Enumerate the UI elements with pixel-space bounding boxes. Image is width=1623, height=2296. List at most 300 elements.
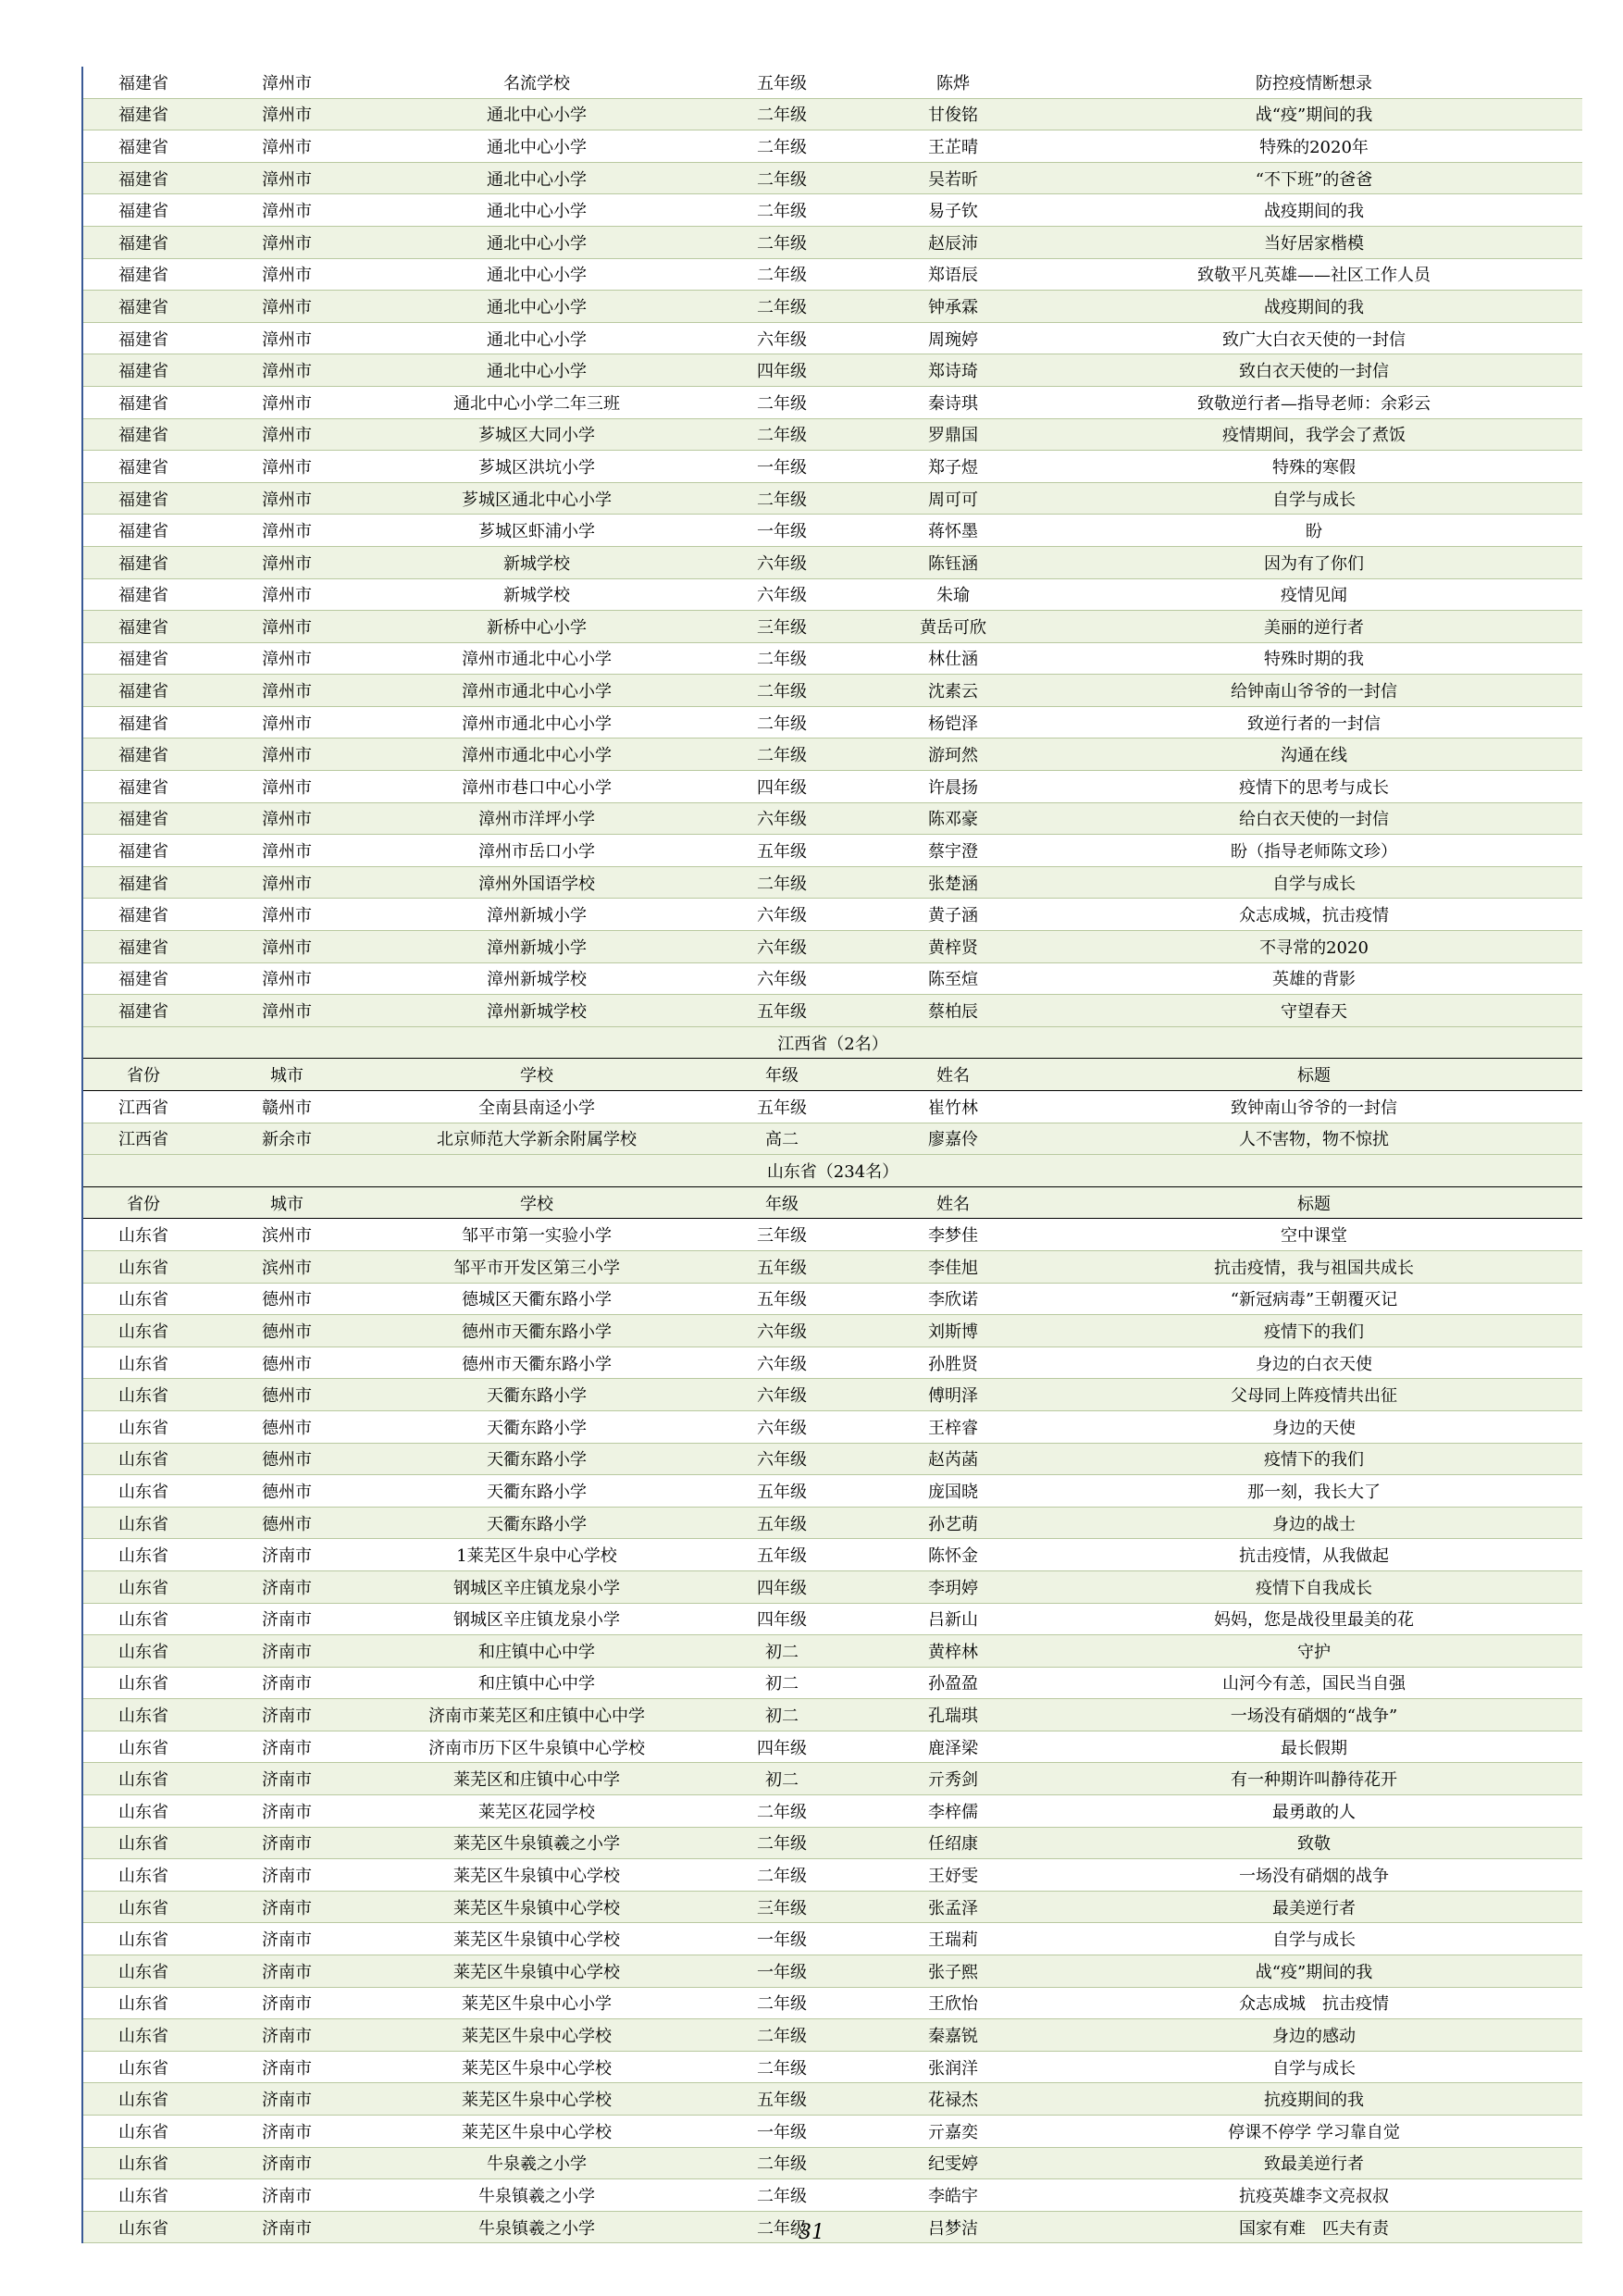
- table-row: [83, 547, 1582, 579]
- province-cell: 福建省: [118, 810, 168, 830]
- table-row: [83, 1411, 1582, 1444]
- school-cell: 芗城区大同小学: [478, 426, 595, 446]
- province-cell: 山东省: [118, 1898, 168, 1918]
- grade-cell: 三年级: [757, 1226, 807, 1247]
- grade-cell: 六年级: [757, 970, 807, 990]
- province-cell: 福建省: [118, 553, 168, 574]
- title-cell: 身边的天使: [1272, 1418, 1356, 1438]
- school-cell: 济南市历下区牛泉镇中心学校: [428, 1738, 645, 1758]
- grade-cell: 二年级: [757, 874, 807, 894]
- table-row: [83, 1923, 1582, 1955]
- title-cell: 英雄的背影: [1272, 970, 1356, 990]
- table-row: [83, 867, 1582, 900]
- province-cell: 福建省: [118, 617, 168, 638]
- school-cell: 漳州新城小学: [487, 906, 587, 926]
- name-cell: 孙艺萌: [928, 1514, 978, 1534]
- school-cell: 天衢东路小学: [487, 1514, 587, 1534]
- province-cell: 山东省: [118, 1290, 168, 1310]
- title-cell: 空中课堂: [1281, 1226, 1347, 1247]
- grade-cell: 五年级: [757, 1258, 807, 1278]
- school-cell: 莱芜区花园学校: [478, 1802, 595, 1822]
- city-cell: 济南市: [262, 1834, 312, 1855]
- grade-cell: 二年级: [757, 1867, 807, 1887]
- title-cell: 疫情下的思考与成长: [1239, 777, 1389, 798]
- school-cell: 漳州市岳口小学: [478, 842, 595, 863]
- school-cell: 通北中心小学: [487, 266, 587, 286]
- title-cell: “新冠病毒”王朝覆灭记: [1230, 1290, 1398, 1310]
- title-cell: 致白衣天使的一封信: [1239, 362, 1389, 382]
- title-cell: 因为有了你们: [1264, 553, 1364, 574]
- table-row: [83, 1668, 1582, 1700]
- name-cell: 游珂然: [928, 746, 978, 766]
- school-cell: 莱芜区牛泉镇中心学校: [453, 1898, 620, 1918]
- name-cell: 黄梓贤: [928, 937, 978, 958]
- title-cell: 盼: [1306, 522, 1322, 542]
- province-cell: 福建省: [118, 202, 168, 222]
- city-cell: 漳州市: [262, 233, 312, 254]
- name-cell: 陈至煊: [928, 970, 978, 990]
- name-cell: 罗鼎国: [928, 426, 978, 446]
- shandong-rows: [83, 1219, 1582, 2243]
- name-cell: 吕梦洁: [928, 2218, 978, 2239]
- column-header: 年级: [765, 1066, 799, 1086]
- school-cell: 通北中心小学: [487, 105, 587, 126]
- title-cell: 人不害物，物不惊扰: [1239, 1130, 1389, 1150]
- column-header: 省份: [127, 1066, 160, 1086]
- title-cell: 抗疫英雄李文亮叔叔: [1239, 2186, 1389, 2206]
- province-cell: 山东省: [118, 2027, 168, 2047]
- name-cell: 杨铠泽: [928, 714, 978, 734]
- school-cell: 天衢东路小学: [487, 1418, 587, 1438]
- city-cell: 漳州市: [262, 202, 312, 222]
- grade-cell: 一年级: [757, 1962, 807, 1982]
- city-cell: 漳州市: [262, 362, 312, 382]
- province-cell: 福建省: [118, 906, 168, 926]
- grade-cell: 五年级: [757, 1482, 807, 1502]
- title-cell: 自学与成长: [1272, 2058, 1356, 2079]
- table-row: [83, 1347, 1582, 1380]
- title-cell: 给钟南山爷爷的一封信: [1231, 682, 1397, 702]
- name-cell: 张楚涵: [928, 874, 978, 894]
- table-header: [83, 1059, 1582, 1091]
- column-header: 姓名: [936, 1194, 970, 1214]
- school-cell: 德州市天衢东路小学: [462, 1322, 612, 1342]
- section-title-text: 江西省（2名）: [777, 1034, 888, 1054]
- school-cell: 新城学校: [503, 553, 570, 574]
- name-cell: 黄子涵: [928, 906, 978, 926]
- grade-cell: 四年级: [757, 1738, 807, 1758]
- school-cell: 通北中心小学: [487, 329, 587, 350]
- school-cell: 通北中心小学: [487, 297, 587, 317]
- title-cell: 那一刻，我长大了: [1247, 1482, 1381, 1502]
- table-row: [83, 99, 1582, 131]
- table-row: [83, 1475, 1582, 1508]
- title-cell: 特殊时期的我: [1264, 650, 1364, 670]
- column-header: 年级: [765, 1194, 799, 1214]
- province-cell: 山东省: [118, 1514, 168, 1534]
- name-cell: 李皓宇: [928, 2186, 978, 2206]
- province-cell: 山东省: [118, 1482, 168, 1502]
- grade-cell: 五年级: [757, 1290, 807, 1310]
- province-cell: 山东省: [118, 1867, 168, 1887]
- table-row: [83, 2179, 1582, 2212]
- table-row: [83, 579, 1582, 612]
- column-header: 省份: [127, 1194, 160, 1214]
- section-title-jiangxi: [83, 1027, 1582, 1060]
- name-cell: 王芷晴: [928, 137, 978, 157]
- school-cell: 通北中心小学: [487, 202, 587, 222]
- fujian-rows: [83, 67, 1582, 1027]
- school-cell: 莱芜区牛泉镇中心学校: [453, 1962, 620, 1982]
- city-cell: 漳州市: [262, 937, 312, 958]
- table-row: [83, 2116, 1582, 2148]
- grade-cell: 二年级: [757, 2058, 807, 2079]
- grade-cell: 六年级: [757, 586, 807, 606]
- grade-cell: 初二: [765, 1674, 799, 1694]
- name-cell: 陈邓豪: [928, 810, 978, 830]
- city-cell: 漳州市: [262, 906, 312, 926]
- province-cell: 福建省: [118, 457, 168, 478]
- school-cell: 新城学校: [503, 586, 570, 606]
- province-cell: 山东省: [118, 1322, 168, 1342]
- province-cell: 山东省: [118, 1994, 168, 2015]
- table-row: [83, 1828, 1582, 1860]
- city-cell: 德州市: [262, 1418, 312, 1438]
- name-cell: 庞国晓: [928, 1482, 978, 1502]
- grade-cell: 三年级: [757, 1898, 807, 1918]
- city-cell: 漳州市: [262, 842, 312, 863]
- table-row: [83, 835, 1582, 867]
- title-cell: 战“疫”期间的我: [1255, 1962, 1373, 1982]
- name-cell: 黄梓林: [928, 1642, 978, 1662]
- school-cell: 莱芜区牛泉镇中心学校: [453, 1867, 620, 1887]
- table-row: [83, 1763, 1582, 1795]
- city-cell: 漳州市: [262, 137, 312, 157]
- school-cell: 芗城区虾浦小学: [478, 522, 595, 542]
- title-cell: 一场没有硝烟的战争: [1239, 1867, 1389, 1887]
- title-cell: 有一种期许叫静待花开: [1231, 1770, 1397, 1791]
- city-cell: 漳州市: [262, 329, 312, 350]
- table-row: [83, 291, 1582, 323]
- grade-cell: 初二: [765, 1770, 799, 1791]
- table-row: [83, 1731, 1582, 1764]
- name-cell: 亓秀剑: [928, 1770, 978, 1791]
- grade-cell: 四年级: [757, 777, 807, 798]
- school-cell: 全南县南迳小学: [478, 1098, 595, 1118]
- province-cell: 山东省: [118, 1834, 168, 1855]
- province-cell: 福建省: [118, 329, 168, 350]
- city-cell: 漳州市: [262, 522, 312, 542]
- province-cell: 山东省: [118, 1802, 168, 1822]
- title-cell: 抗疫期间的我: [1264, 2091, 1364, 2111]
- city-cell: 漳州市: [262, 714, 312, 734]
- column-header: 标题: [1297, 1066, 1331, 1086]
- title-cell: 当好居家楷模: [1264, 233, 1364, 254]
- school-cell: 通北中心小学二年三班: [453, 393, 620, 414]
- province-cell: 福建省: [118, 1002, 168, 1023]
- table-row: [83, 1955, 1582, 1988]
- grade-cell: 一年级: [757, 2122, 807, 2142]
- grade-cell: 二年级: [757, 1834, 807, 1855]
- province-cell: 江西省: [118, 1130, 168, 1150]
- city-cell: 漳州市: [262, 490, 312, 510]
- city-cell: 漳州市: [262, 586, 312, 606]
- title-cell: 一场没有硝烟的“战争”: [1230, 1706, 1398, 1727]
- grade-cell: 二年级: [757, 426, 807, 446]
- grade-cell: 六年级: [757, 906, 807, 926]
- grade-cell: 二年级: [757, 169, 807, 190]
- entries-table: [81, 67, 1582, 2243]
- title-cell: 守护: [1297, 1642, 1331, 1662]
- city-cell: 漳州市: [262, 1002, 312, 1023]
- city-cell: 济南市: [262, 2186, 312, 2206]
- table-row: [83, 1571, 1582, 1604]
- city-cell: 德州市: [262, 1482, 312, 1502]
- title-cell: 致敬逆行者—指导老师：余彩云: [1197, 393, 1431, 414]
- title-cell: 战疫期间的我: [1264, 202, 1364, 222]
- title-cell: 防控疫情断想录: [1256, 73, 1372, 93]
- table-row: [83, 1123, 1582, 1156]
- title-cell: 身边的白衣天使: [1256, 1354, 1372, 1374]
- title-cell: 致敬平凡英雄——社区工作人员: [1197, 266, 1431, 286]
- city-cell: 漳州市: [262, 169, 312, 190]
- city-cell: 漳州市: [262, 682, 312, 702]
- province-cell: 福建省: [118, 490, 168, 510]
- column-header: 姓名: [936, 1066, 970, 1086]
- province-cell: 福建省: [118, 650, 168, 670]
- title-cell: 沟通在线: [1281, 746, 1347, 766]
- section-title-text: 山东省（234名）: [766, 1161, 899, 1182]
- table-row: [83, 67, 1582, 99]
- school-cell: 牛泉镇羲之小学: [478, 2218, 595, 2239]
- table-row: [83, 227, 1582, 259]
- grade-cell: 二年级: [757, 233, 807, 254]
- table-row: [83, 675, 1582, 707]
- name-cell: 孙盈盈: [928, 1674, 978, 1694]
- name-cell: 傅明泽: [928, 1386, 978, 1407]
- city-cell: 漳州市: [262, 393, 312, 414]
- table-row: [83, 2083, 1582, 2116]
- city-cell: 济南市: [262, 2058, 312, 2079]
- province-cell: 福建省: [118, 73, 168, 93]
- grade-cell: 五年级: [757, 1098, 807, 1118]
- school-cell: 莱芜区牛泉中心学校: [462, 2027, 612, 2047]
- table-row: [83, 2148, 1582, 2180]
- table-row: [83, 1284, 1582, 1316]
- grade-cell: 四年级: [757, 1578, 807, 1598]
- title-cell: 山河今有恙，国民当自强: [1222, 1674, 1406, 1694]
- table-row: [83, 643, 1582, 676]
- table-row: [83, 1635, 1582, 1668]
- city-cell: 济南市: [262, 2218, 312, 2239]
- province-cell: 福建省: [118, 746, 168, 766]
- table-row: [83, 803, 1582, 836]
- column-header: 学校: [520, 1066, 553, 1086]
- school-cell: 漳州市洋坪小学: [478, 810, 595, 830]
- grade-cell: 二年级: [757, 105, 807, 126]
- city-cell: 德州市: [262, 1514, 312, 1534]
- city-cell: 滨州市: [262, 1258, 312, 1278]
- grade-cell: 二年级: [757, 2027, 807, 2047]
- city-cell: 济南市: [262, 1738, 312, 1758]
- province-cell: 山东省: [118, 1962, 168, 1982]
- column-header: 城市: [270, 1194, 304, 1214]
- grade-cell: 六年级: [757, 1322, 807, 1342]
- name-cell: 许晨扬: [928, 777, 978, 798]
- school-cell: 漳州市巷口中心小学: [462, 777, 612, 798]
- school-cell: 通北中心小学: [487, 169, 587, 190]
- city-cell: 德州市: [262, 1386, 312, 1407]
- province-cell: 福建省: [118, 586, 168, 606]
- name-cell: 林仕涵: [928, 650, 978, 670]
- city-cell: 济南市: [262, 1930, 312, 1951]
- grade-cell: 初二: [765, 1706, 799, 1727]
- name-cell: 孙胜贤: [928, 1354, 978, 1374]
- grade-cell: 六年级: [757, 1386, 807, 1407]
- name-cell: 廖嘉伶: [928, 1130, 978, 1150]
- city-cell: 漳州市: [262, 970, 312, 990]
- grade-cell: 二年级: [757, 297, 807, 317]
- school-cell: 牛泉羲之小学: [487, 2154, 587, 2175]
- table-row: [83, 771, 1582, 803]
- city-cell: 漳州市: [262, 777, 312, 798]
- name-cell: 郑子煜: [928, 457, 978, 478]
- table-row: [83, 1251, 1582, 1284]
- province-cell: 山东省: [118, 2122, 168, 2142]
- grade-cell: 三年级: [757, 617, 807, 638]
- name-cell: 王妤雯: [928, 1867, 978, 1887]
- table-row: [83, 2019, 1582, 2052]
- table-row: [83, 451, 1582, 483]
- table-row: [83, 738, 1582, 771]
- province-cell: 福建省: [118, 393, 168, 414]
- province-cell: 福建省: [118, 842, 168, 863]
- title-cell: 致敬: [1297, 1834, 1331, 1855]
- city-cell: 漳州市: [262, 457, 312, 478]
- table-row: [83, 1604, 1582, 1636]
- table-row: [83, 1219, 1582, 1251]
- grade-cell: 二年级: [757, 1802, 807, 1822]
- city-cell: 济南市: [262, 1578, 312, 1598]
- name-cell: 李欣诺: [928, 1290, 978, 1310]
- title-cell: 抗击疫情，我与祖国共成长: [1214, 1258, 1414, 1278]
- column-header: 标题: [1297, 1194, 1331, 1214]
- city-cell: 漳州市: [262, 746, 312, 766]
- school-cell: 莱芜区牛泉中心学校: [462, 2122, 612, 2142]
- page-number: 31: [799, 2221, 824, 2244]
- table-row: [83, 419, 1582, 452]
- city-cell: 赣州市: [262, 1098, 312, 1118]
- title-cell: 美丽的逆行者: [1264, 617, 1364, 638]
- title-cell: 最长假期: [1281, 1738, 1347, 1758]
- province-cell: 福建省: [118, 714, 168, 734]
- table-row: [83, 515, 1582, 547]
- city-cell: 济南市: [262, 1898, 312, 1918]
- table-row: [83, 323, 1582, 355]
- city-cell: 济南市: [262, 1994, 312, 2015]
- name-cell: 朱瑜: [936, 586, 970, 606]
- school-cell: 德州市天衢东路小学: [462, 1354, 612, 1374]
- name-cell: 孔瑞琪: [928, 1706, 978, 1727]
- table-row: [83, 354, 1582, 387]
- school-cell: 天衢东路小学: [487, 1386, 587, 1407]
- province-cell: 山东省: [118, 1642, 168, 1662]
- table-row: [83, 1988, 1582, 2020]
- grade-cell: 六年级: [757, 1418, 807, 1438]
- grade-cell: 二年级: [757, 137, 807, 157]
- grade-cell: 一年级: [757, 457, 807, 478]
- name-cell: 赵芮菡: [928, 1450, 978, 1471]
- city-cell: 德州市: [262, 1450, 312, 1471]
- title-cell: 盼（指导老师陈文珍）: [1231, 842, 1397, 863]
- province-cell: 山东省: [118, 1354, 168, 1374]
- title-cell: 致广大白衣天使的一封信: [1222, 329, 1406, 350]
- table-row: [83, 194, 1582, 227]
- title-cell: 停课不停学 学习靠自觉: [1228, 2122, 1400, 2142]
- city-cell: 济南市: [262, 1674, 312, 1694]
- grade-cell: 五年级: [757, 1514, 807, 1534]
- grade-cell: 六年级: [757, 1354, 807, 1374]
- grade-cell: 四年级: [757, 362, 807, 382]
- school-cell: 1莱芜区牛泉中心学校: [456, 1546, 617, 1567]
- city-cell: 济南市: [262, 2091, 312, 2111]
- grade-cell: 六年级: [757, 329, 807, 350]
- city-cell: 德州市: [262, 1354, 312, 1374]
- table-row: [83, 963, 1582, 996]
- school-cell: 通北中心小学: [487, 233, 587, 254]
- title-cell: 特殊的2020年: [1259, 137, 1369, 157]
- title-cell: 自学与成长: [1272, 490, 1356, 510]
- name-cell: 任绍康: [928, 1834, 978, 1855]
- province-cell: 山东省: [118, 1674, 168, 1694]
- grade-cell: 二年级: [757, 746, 807, 766]
- title-cell: 守望春天: [1281, 1002, 1347, 1023]
- name-cell: 陈钰涵: [928, 553, 978, 574]
- school-cell: 天衢东路小学: [487, 1482, 587, 1502]
- name-cell: 秦嘉锐: [928, 2027, 978, 2047]
- province-cell: 山东省: [118, 1578, 168, 1598]
- grade-cell: 一年级: [757, 522, 807, 542]
- table-row: [83, 1508, 1582, 1540]
- name-cell: 陈怀金: [928, 1546, 978, 1567]
- title-cell: 最勇敢的人: [1272, 1802, 1356, 1822]
- name-cell: 刘斯博: [928, 1322, 978, 1342]
- name-cell: 甘俊铭: [928, 105, 978, 126]
- table-row: [83, 1379, 1582, 1411]
- name-cell: 钟承霖: [928, 297, 978, 317]
- school-cell: 通北中心小学: [487, 362, 587, 382]
- grade-cell: 六年级: [757, 810, 807, 830]
- city-cell: 滨州市: [262, 1226, 312, 1247]
- title-cell: 身边的感动: [1272, 2027, 1356, 2047]
- title-cell: 妈妈，您是战役里最美的花: [1214, 1610, 1414, 1631]
- title-cell: “不下班”的爸爸: [1255, 169, 1373, 190]
- province-cell: 福建省: [118, 937, 168, 958]
- city-cell: 济南市: [262, 1867, 312, 1887]
- school-cell: 邹平市第一实验小学: [462, 1226, 612, 1247]
- title-cell: 自学与成长: [1272, 1930, 1356, 1951]
- province-cell: 山东省: [118, 1226, 168, 1247]
- table-row: [83, 2052, 1582, 2084]
- school-cell: 莱芜区和庄镇中心中学: [453, 1770, 620, 1791]
- title-cell: 众志成城 抗击疫情: [1239, 1994, 1389, 2015]
- table-row: [83, 1859, 1582, 1892]
- name-cell: 李梓儒: [928, 1802, 978, 1822]
- city-cell: 济南市: [262, 1546, 312, 1567]
- grade-cell: 二年级: [757, 2154, 807, 2175]
- title-cell: 疫情下的我们: [1264, 1322, 1364, 1342]
- grade-cell: 二年级: [757, 202, 807, 222]
